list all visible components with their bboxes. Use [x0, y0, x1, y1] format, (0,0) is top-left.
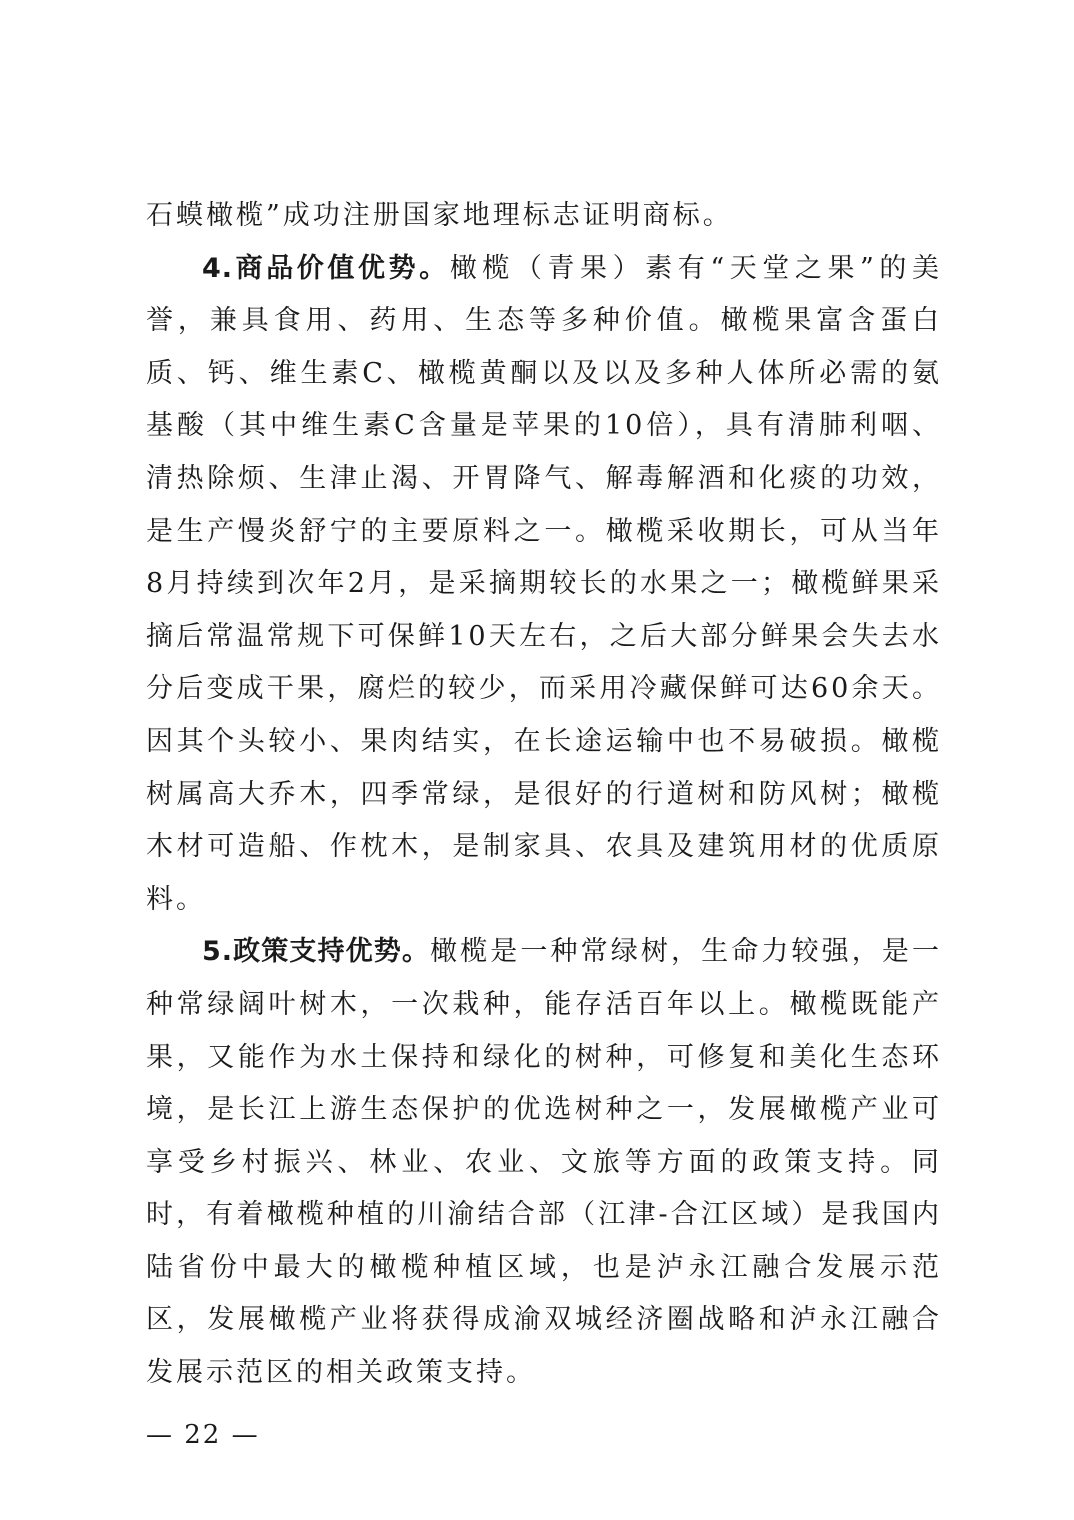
section-4-paragraph [146, 243, 942, 927]
section-4-heading: 4.商品价值优势。 [202, 252, 450, 284]
section-5-body: 橄榄是一种常绿树，生命力较强，是一种常绿阔叶树木，一次栽种，能存活百年以上。橄榄既能产果，又能作为水土保持和绿化的树种，可修复和美化生态环境，是长江上游生态保护的优选树种之一，发展橄榄产业可享受乡村振兴、林业、农业、文旅等方面的政策支持。同时，有着橄榄种植的川渝结合部（江津-合江区域）是我国内陆省份中最大的橄榄种植区域，也是泸永江融合发展示范区，发展橄榄产业将获得成渝双城经济圈战略和泸永江融合发展示范区的相关政策支持。 [146, 936, 942, 1389]
section-4-body: 橄榄（青果）素有“天堂之果”的美誉，兼具食用、药用、生态等多种价值。橄榄果富含蛋白质、钙、维生素C、橄榄黄酮以及以及多种人体所必需的氨基酸（其中维生素C含量是苹果的10倍），具有清肺利咽、清热除烦、生津止渴、开胃降气、解毒解酒和化痰的功效，是生产慢炎舒宁的主要原料之一。橄榄采收期长，可从当年8月持续到次年2月，是采摘期较长的水果之一；橄榄鲜果采摘后常温常规下可保鲜10天左右，之后大部分鲜果会失去水分后变成干果，腐烂的较少，而采用冷藏保鲜可达60余天。因其个头较小、果肉结实，在长途运输中也不易破损。橄榄树属高大乔木，四季常绿，是很好的行道树和防风树；橄榄木材可造船、作枕木，是制家具、农具及建筑用材的优质原料。 [146, 252, 942, 915]
section-5-heading: 5.政策支持优势。 [202, 936, 431, 968]
section-5-paragraph [146, 926, 942, 1399]
continuation-paragraph [146, 190, 942, 243]
document-body [146, 190, 942, 1400]
continuation-text: 石蟆橄榄”成功注册国家地理标志证明商标。 [146, 200, 733, 231]
page-number: — 22 — [146, 1420, 260, 1450]
